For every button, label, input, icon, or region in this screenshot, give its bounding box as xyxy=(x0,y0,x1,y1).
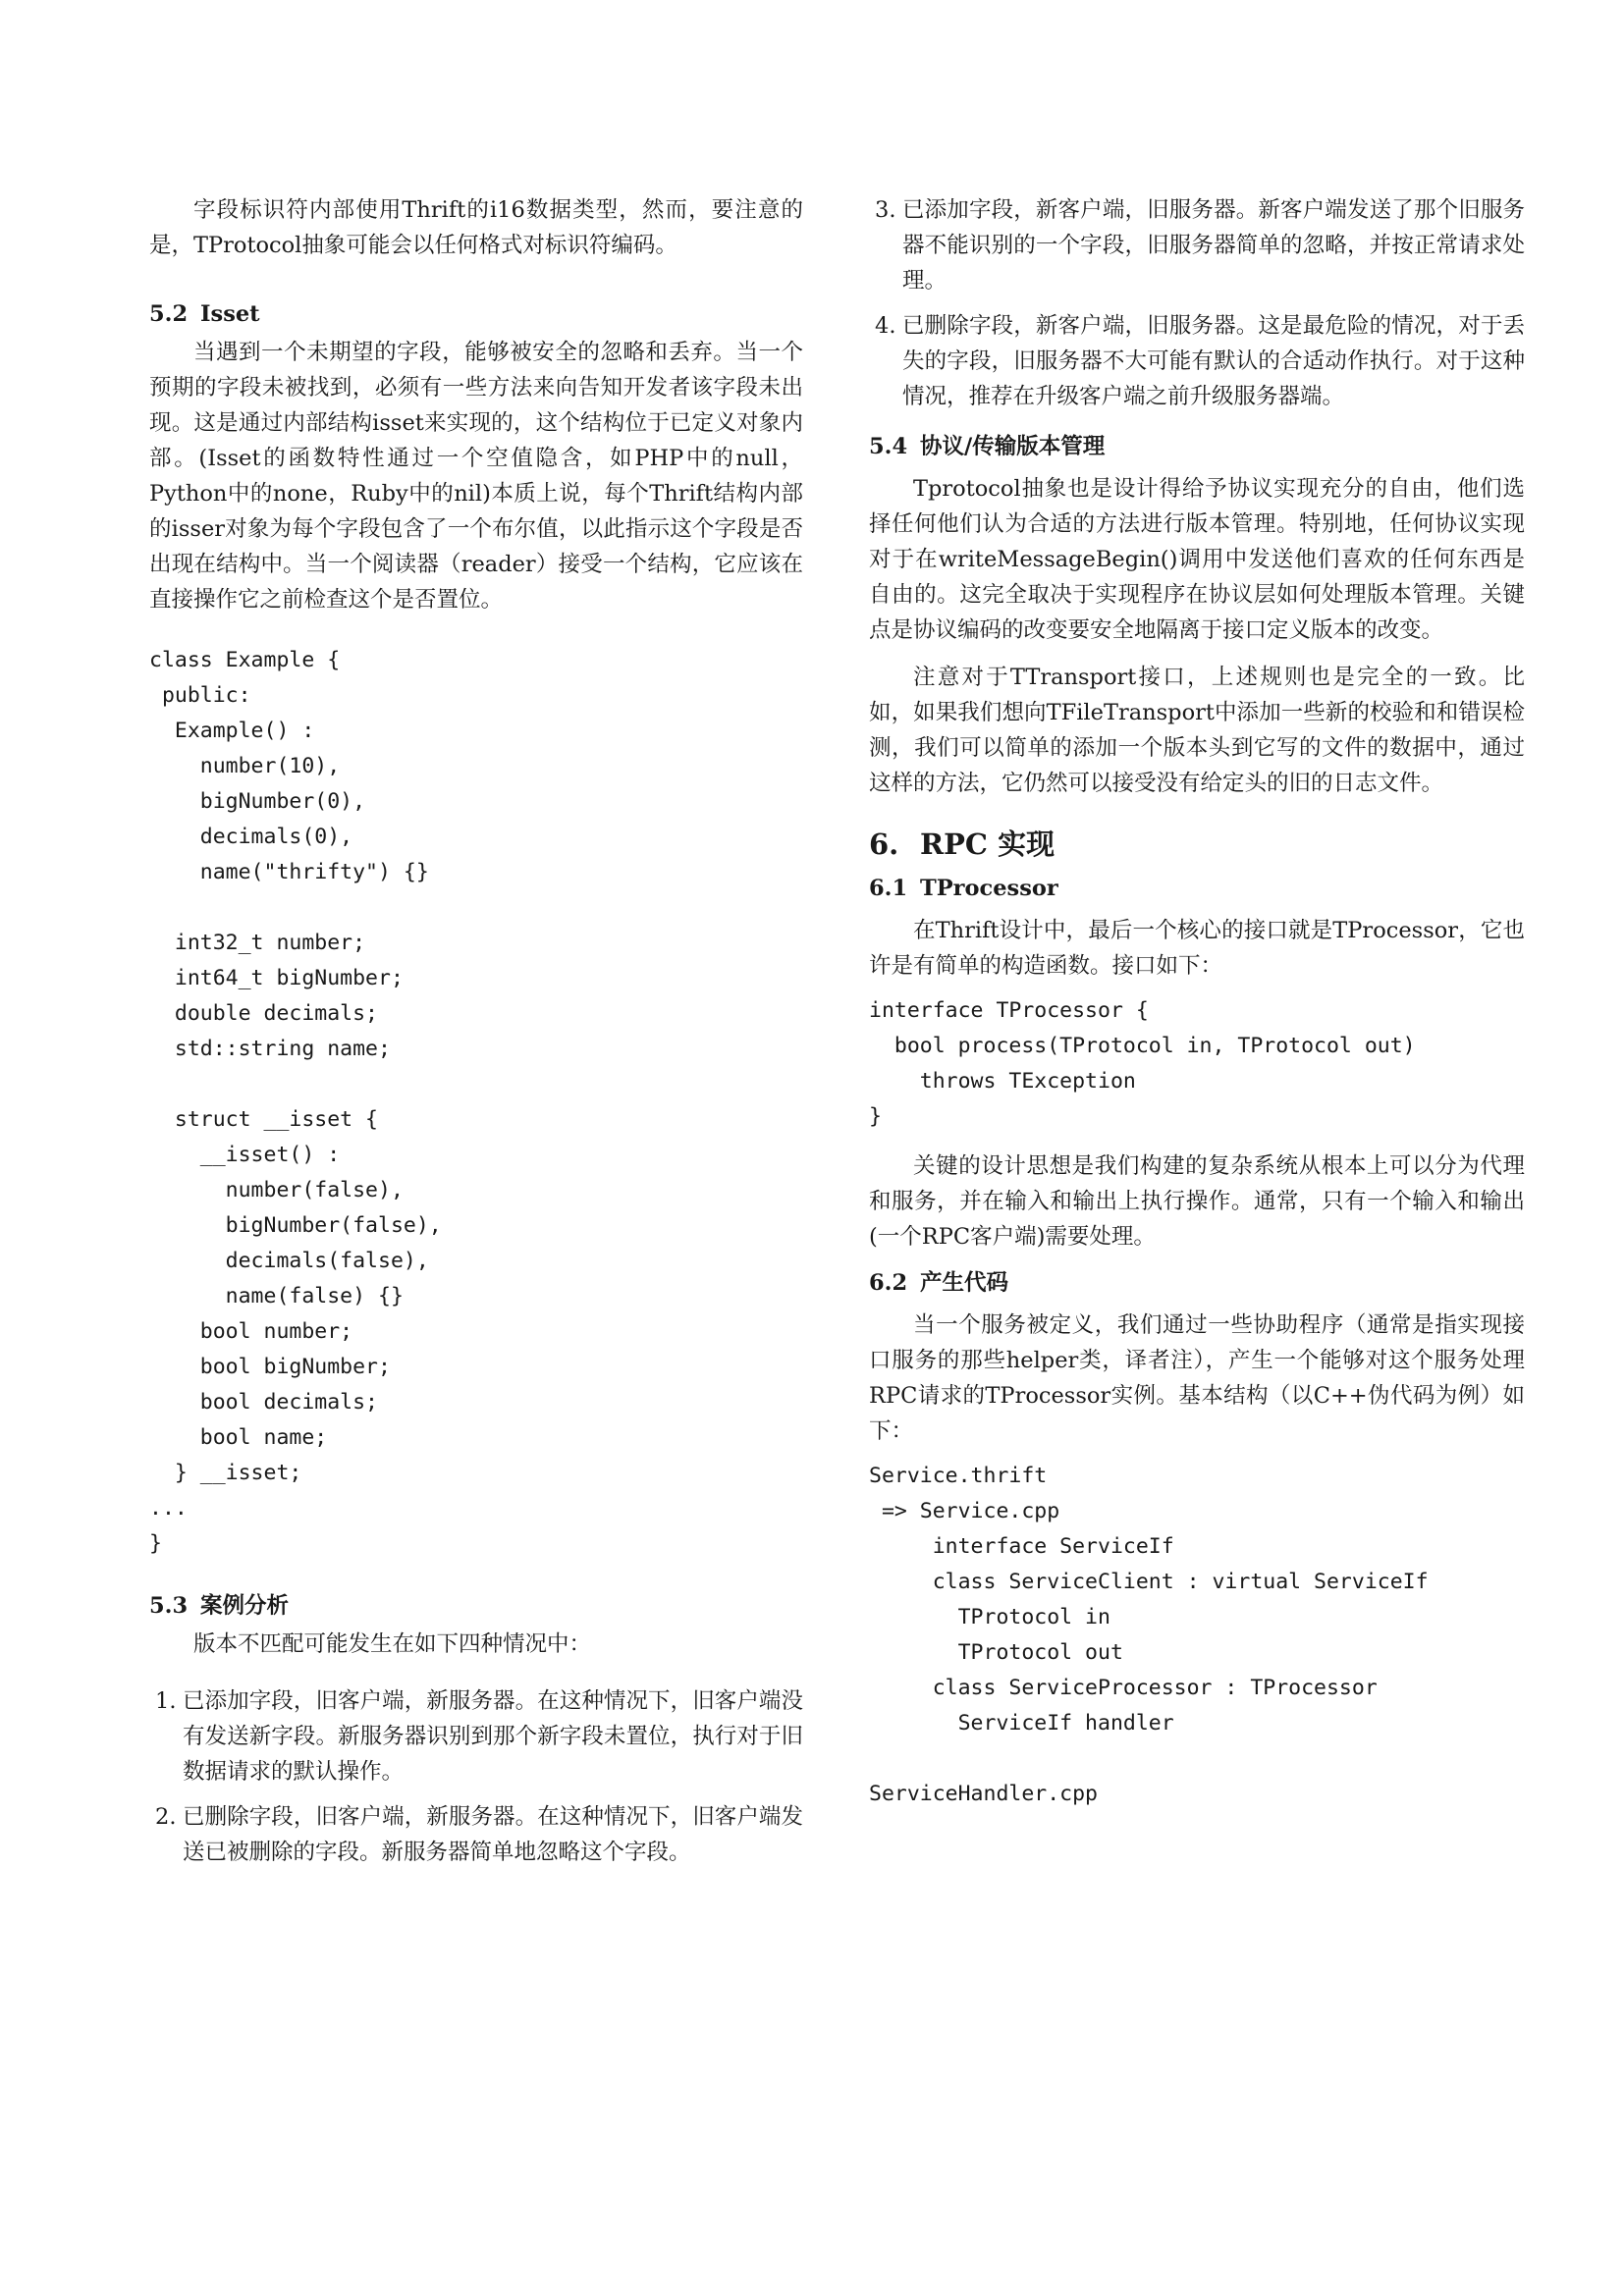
section-6-heading xyxy=(869,827,1525,862)
list-item xyxy=(149,1799,803,1870)
right-column xyxy=(869,192,1525,1812)
code-service-structure: Service.thrift => Service.cpp interface ServiceIf class ServiceClient : virtual ServiceIf TProtocol in TProtocol out class ServiceProcessor : TProcessor ServiceIf handler ServiceHandler.cpp xyxy=(869,1464,1429,1806)
list-item-text: 已删除字段，旧客户端，新服务器。在这种情况下，旧客户端发送已被删除的字段。新服务器简单地忽略这个字段。 xyxy=(183,1804,803,1865)
list-item-text: 已删除字段，新客户端，旧服务器。这是最危险的情况，对于丢失的字段，旧服务器不大可能有默认的合适动作执行。对于这种情况，推荐在升级客户端之前升级服务器端。 xyxy=(902,313,1525,409)
section-5-4-heading xyxy=(869,432,1525,461)
section-6-1-heading xyxy=(869,874,1525,903)
tprocessor-paragraph: 在Thrift设计中，最后一个核心的接口就是TProcessor，它也许是有简单的构造函数。接口如下： xyxy=(869,918,1525,979)
section-title: 案例分析 xyxy=(200,1593,290,1619)
intro-paragraph: 字段标识符内部使用Thrift的i16数据类型，然而，要注意的是，TProtocol抽象可能会以任何格式对标识符编码。 xyxy=(149,197,803,258)
left-column xyxy=(149,192,803,1870)
section-title: Isset xyxy=(200,301,260,327)
code-tprocessor-interface: interface TProcessor { bool process(TProtocol in, TProtocol out) throws TException } xyxy=(869,998,1416,1129)
section-number: 5.3 xyxy=(149,1593,189,1619)
list-item-number: 4. xyxy=(875,313,896,339)
section-number: 6.1 xyxy=(869,876,908,901)
section-6-2-heading xyxy=(869,1268,1525,1298)
section-title: 产生代码 xyxy=(920,1270,1009,1296)
section-5-3-heading xyxy=(149,1591,803,1621)
codegen-paragraph: 当一个服务被定义，我们通过一些协助程序（通常是指实现接口服务的那些helper类，译者注），产生一个能够对这个服务处理RPC请求的TProcessor实例。基本结构（以C++伪代码为例）如下： xyxy=(869,1312,1525,1444)
section-number: 5.2 xyxy=(149,301,189,327)
list-item-text: 已添加字段，新客户端，旧服务器。新客户端发送了那个旧服务器不能识别的一个字段，旧服务器简单的忽略，并按正常请求处理。 xyxy=(902,197,1525,294)
code-example-class: class Example { public: Example() : number(10), bigNumber(0), decimals(0), name("thrifty") {} int32_t number; int64_t bigNumber; double decimals; std::string name; struct __isset { __isset() : number(false), bigNumber(false), decimals(false), name(false) {} bool number; bool bigNumber; bool decimals; bool name; } __isset; ... } xyxy=(149,648,442,1556)
case-list-right xyxy=(869,192,1525,414)
list-item xyxy=(869,308,1525,414)
section-5-2-heading xyxy=(149,299,803,329)
section-number: 6. xyxy=(869,828,899,861)
section-number: 6.2 xyxy=(869,1270,908,1296)
section-title: TProcessor xyxy=(920,876,1058,901)
list-item xyxy=(869,192,1525,298)
list-item-number: 1. xyxy=(155,1688,177,1714)
section-title: RPC 实现 xyxy=(920,828,1056,861)
case-analysis-paragraph: 版本不匹配可能发生在如下四种情况中： xyxy=(193,1631,592,1657)
list-item xyxy=(149,1683,803,1789)
section-title: 协议/传输版本管理 xyxy=(920,434,1106,459)
isset-paragraph: 当遇到一个未期望的字段，能够被安全的忽略和丢弃。当一个预期的字段未被找到，必须有一些方法来向告知开发者该字段未出现。这是通过内部结构isset来实现的，这个结构位于已定义对象内部。(Isset的函数特性通过一个空值隐含，如PHP中的null，Python中的none，Ruby中的nil)本质上说，每个Thrift结构内部的isser对象为每个字段包含了一个布尔值，以此指示这个字段是否出现在结构中。当一个阅读器（reader）接受一个结构，它应该在直接操作它之前检查这个是否置位。 xyxy=(149,340,803,613)
list-item-number: 2. xyxy=(155,1804,177,1830)
list-item-number: 3. xyxy=(875,197,896,223)
versioning-paragraph-2: 注意对于TTransport接口，上述规则也是完全的一致。比如，如果我们想向TFileTransport中添加一些新的校验和和错误检测，我们可以简单的添加一个版本头到它写的文件的数据中，通过这样的方法，它仍然可以接受没有给定头的旧的日志文件。 xyxy=(869,665,1525,796)
design-idea-paragraph: 关键的设计思想是我们构建的复杂系统从根本上可以分为代理和服务，并在输入和输出上执行操作。通常，只有一个输入和输出(一个RPC客户端)需要处理。 xyxy=(869,1153,1525,1250)
list-item-text: 已添加字段，旧客户端，新服务器。在这种情况下，旧客户端没有发送新字段。新服务器识别到那个新字段未置位，执行对于旧数据请求的默认操作。 xyxy=(183,1688,803,1785)
section-number: 5.4 xyxy=(869,434,908,459)
versioning-paragraph-1: Tprotocol抽象也是设计得给予协议实现充分的自由，他们选择任何他们认为合适的方法进行版本管理。特别地，任何协议实现对于在writeMessageBegin()调用中发送他们喜欢的任何东西是自由的。这完全取决于实现程序在协议层如何处理版本管理。关键点是协议编码的改变要安全地隔离于接口定义版本的改变。 xyxy=(869,476,1525,643)
case-list-left xyxy=(149,1683,803,1870)
